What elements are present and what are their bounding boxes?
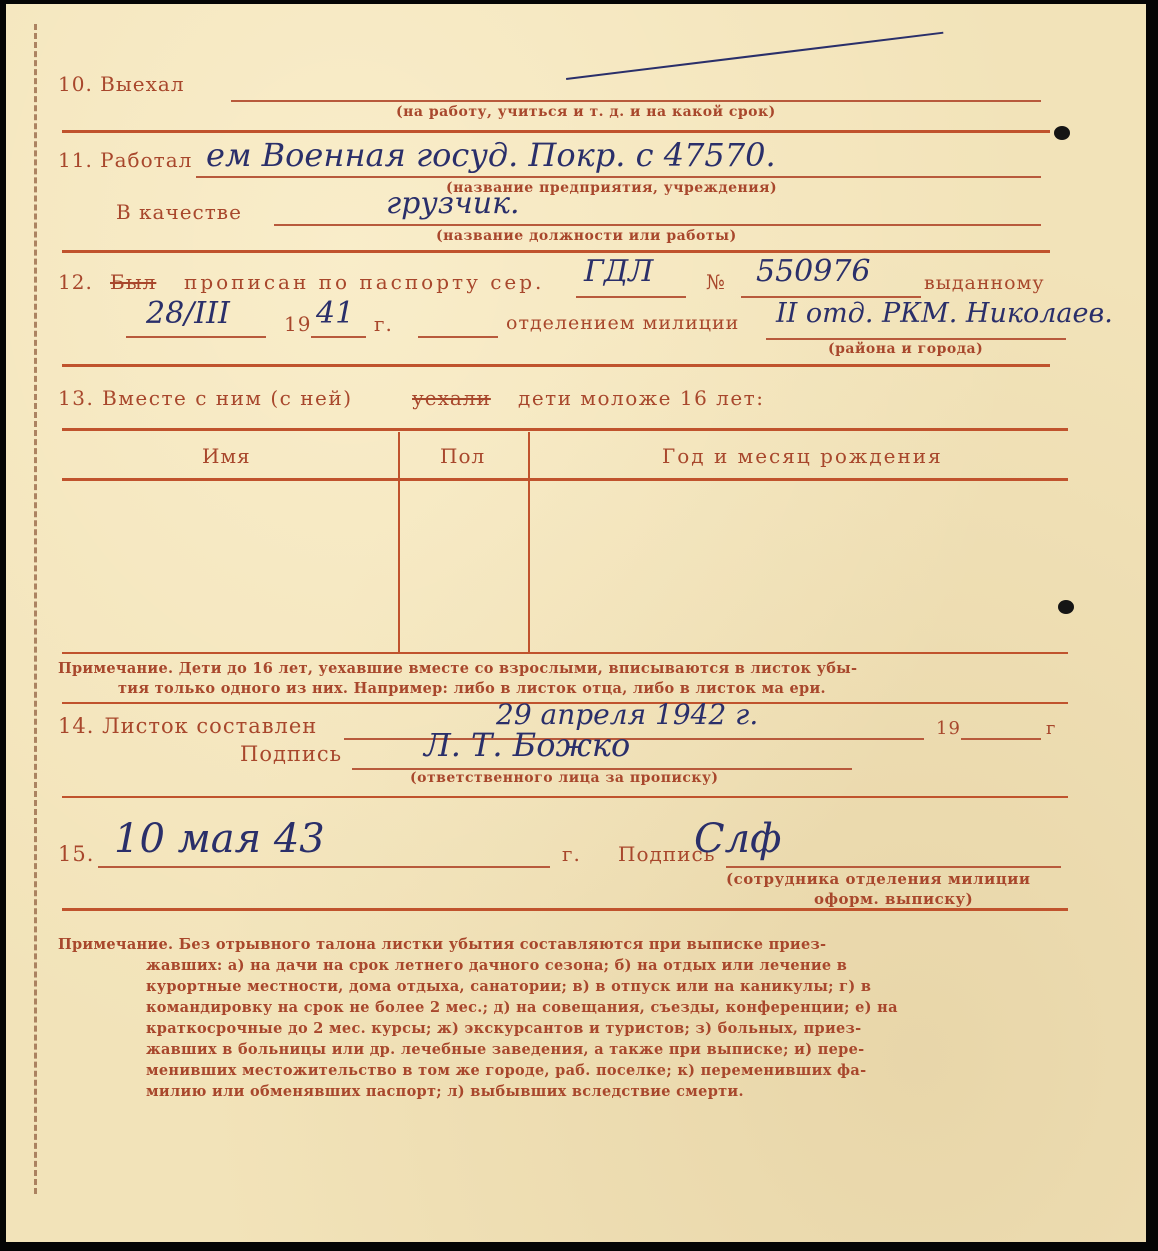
field-15-caption-2: оформ. выписку) xyxy=(814,890,974,908)
note-2-line-4: командировку на срок не более 2 мес.; д) на совещания, съезды, конференции; е) на xyxy=(146,999,898,1016)
perforation-line xyxy=(34,24,37,1194)
note-2-line-3: курортные местности, дома отдыха, санатории; в) в отпуск или на каникулы; г) в xyxy=(146,978,872,995)
rule-11 xyxy=(62,250,1050,253)
field-11b-caption: (название должности или работы) xyxy=(436,228,737,244)
rule-14 xyxy=(62,796,1068,798)
table-divider-1 xyxy=(398,432,400,654)
note-2-line-2: жавших: а) на дачи на срок летнего дачного сезона; б) на отдых или лечение в xyxy=(146,957,848,974)
field-11-label: 11. Работал xyxy=(58,148,193,172)
issue-year-prefix: 19 xyxy=(284,312,312,336)
field-11-underline xyxy=(196,176,1041,178)
field-11-value: ем Военная госуд. Покр. с 47570. xyxy=(206,136,776,174)
sign-underline-15 xyxy=(726,866,1061,868)
year-underline-14 xyxy=(961,738,1041,740)
punch-hole-top xyxy=(1054,126,1070,140)
field-12-dept-label: отделением милиции xyxy=(506,312,740,334)
rule-10 xyxy=(62,130,1050,133)
note-2-line-6: жавших в больницы или др. лечебные заведения, а также при выписке; и) пере- xyxy=(146,1041,865,1058)
field-14-g: г xyxy=(1046,718,1057,739)
table-header-sex: Пол xyxy=(440,444,486,468)
passport-number: 550976 xyxy=(756,254,871,289)
field-15-sign-value: Слф xyxy=(694,816,782,862)
passport-series: ГДЛ xyxy=(584,254,654,289)
note-2-line-1: Примечание. Без отрывного талона листки убытия составляются при выписке приез- xyxy=(58,936,827,953)
table-top-rule xyxy=(62,428,1068,431)
field-10-label: 10. Выехал xyxy=(58,72,185,96)
note-1-line-1: Примечание. Дети до 16 лет, уехавшие вместе со взрослыми, вписываются в листок убы- xyxy=(58,660,858,677)
table-header-rule xyxy=(62,478,1068,481)
field-12-number: 12. xyxy=(58,270,93,294)
field-14-caption: (ответственного лица за прописку) xyxy=(410,770,719,786)
field-15-value: 10 мая 43 xyxy=(114,816,325,862)
field-14-year: 19 xyxy=(936,718,961,739)
table-bottom-rule xyxy=(62,652,1068,654)
field-12-text: прописан по паспорту сер. xyxy=(184,270,545,294)
issue-year: 41 xyxy=(316,296,355,331)
series-underline xyxy=(576,296,686,298)
note-2-line-5: краткосрочные до 2 мес. курсы; ж) экскурсантов и туристов; з) больных, приез- xyxy=(146,1020,862,1037)
table-header-name: Имя xyxy=(202,444,251,468)
field-14-label: 14. Листок составлен xyxy=(58,714,318,738)
field-13-text: 13. Вместе с ним (с ней) xyxy=(58,386,353,410)
strike-line xyxy=(566,32,943,80)
blank-underline xyxy=(418,336,498,338)
note-1-line-2: тия только одного из них. Например: либо в листок отца, либо в листок ма ери. xyxy=(118,680,826,697)
field-13-struck: уехали xyxy=(412,386,491,410)
note-2-line-8: милию или обменявших паспорт; л) выбывших вследствие смерти. xyxy=(146,1083,744,1100)
dept-underline xyxy=(766,338,1066,340)
field-12-struck: Был xyxy=(110,270,157,294)
punch-hole-middle xyxy=(1058,600,1074,614)
table-divider-2 xyxy=(528,432,530,654)
field-14-value: 29 апреля 1942 г. xyxy=(496,698,759,731)
field-12-caption: (района и города) xyxy=(828,341,984,357)
note-2-line-7: менивших местожительство в том же городе, раб. поселке; к) переменивших фа- xyxy=(146,1062,867,1079)
field-14-sign-value: Л. Т. Божко xyxy=(424,726,631,764)
field-15-number: 15. xyxy=(58,842,95,866)
field-15-g: г. xyxy=(562,842,581,866)
field-13-text-2: дети моложе 16 лет: xyxy=(518,386,765,410)
departure-form-sheet xyxy=(6,4,1146,1242)
field-10-underline xyxy=(231,100,1041,102)
field-12-dept-value: II отд. РКМ. Николаев. xyxy=(776,298,1113,329)
rule-12 xyxy=(62,364,1050,367)
table-header-birth: Год и месяц рождения xyxy=(662,444,943,468)
rule-15 xyxy=(62,908,1068,911)
field-12-issued: выданному xyxy=(924,272,1045,294)
field-11-caption: (название предприятия, учреждения) xyxy=(446,180,778,196)
field-11b-underline xyxy=(274,224,1041,226)
field-11b-label: В качестве xyxy=(116,200,242,224)
day-underline xyxy=(126,336,266,338)
field-14-sign-label: Подпись xyxy=(240,742,343,766)
field-15-sign-label: Подпись xyxy=(618,842,716,866)
issue-g: г. xyxy=(374,312,393,336)
issue-day-month: 28/III xyxy=(146,296,230,331)
field-12-no: № xyxy=(706,270,726,294)
date-underline-15 xyxy=(98,866,550,868)
field-15-caption-1: (сотрудника отделения милиции xyxy=(726,870,1031,888)
field-10-caption: (на работу, учиться и т. д. и на какой срок) xyxy=(396,104,776,120)
year-underline xyxy=(311,336,366,338)
field-11b-value: грузчик. xyxy=(386,186,520,221)
